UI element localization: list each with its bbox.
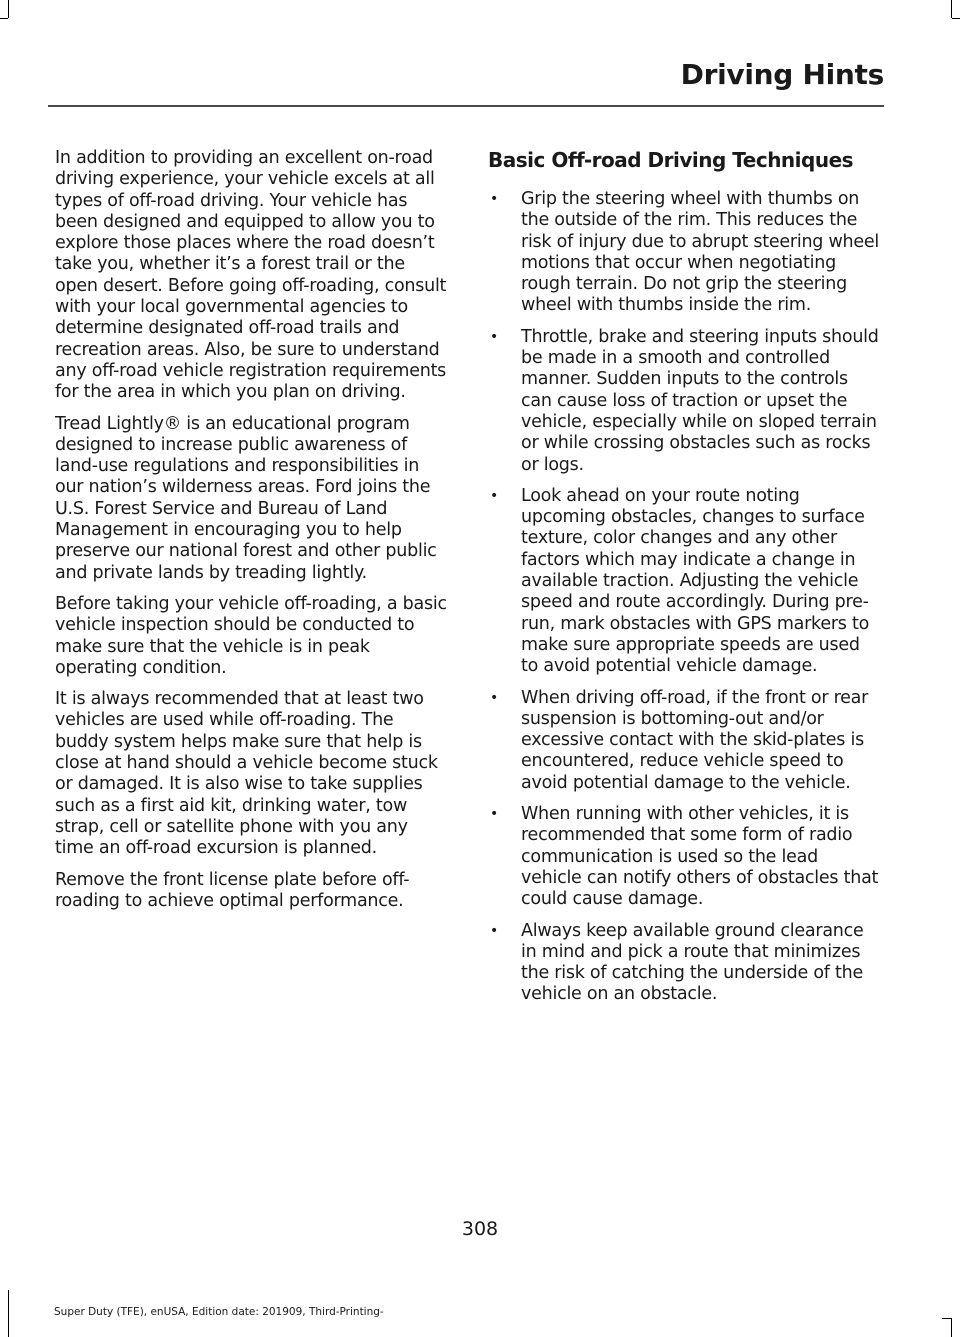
list-item	[488, 486, 880, 678]
left-column	[55, 148, 447, 922]
bullet-icon: •	[490, 191, 499, 207]
paragraph-intro: In addition to providing an excellent on-road driving experience, your vehicle excels at all types of off-road driving. Your vehicle has been designed and equipped to allow you to explore those places where the road doesn’t take you, whether it’s a forest trail or the open desert. Before going off-roading, consult with your local governmental agencies to determine designated off-road trails and recreation areas. Also, be sure to understand any off-road vehicle registration requirements for the area in which you plan on driving.	[55, 148, 447, 403]
crop-mark-top-right-vertical	[951, 0, 952, 18]
list-item	[488, 804, 880, 910]
list-item	[488, 921, 880, 1006]
techniques-list	[488, 189, 880, 1006]
bullet-icon: •	[490, 806, 499, 823]
crop-mark-bottom-right-vertical	[951, 1318, 952, 1337]
footer-edition-text: Super Duty (TFE), enUSA, Edition date: 201909, Third-Printing-	[54, 1306, 384, 1318]
bullet-icon: •	[490, 922, 499, 939]
paragraph-license-plate: Remove the front license plate before off-roading to achieve optimal performance.	[55, 869, 410, 911]
paragraph-tread-lightly: Tread Lightly® is an educational program designed to increase public awareness of land-use regulations and responsibilities in our nation’s wilderness areas. Ford joins the U.S. Forest Service and Bureau of Land Management in encouraging you to help preserve our national forest and other public and private lands by treading lightly.	[55, 413, 437, 583]
list-item	[488, 189, 880, 317]
list-item	[488, 327, 880, 476]
page-title: Driving Hints	[680, 58, 884, 91]
list-item-text: Throttle, brake and steering inputs should be made in a smooth and controlled manner. Sudden inputs to the controls can cause loss of traction or upset the vehicle, especially while on sloped terrain or while crossing obstacles such as rocks or logs.	[521, 326, 879, 475]
crop-mark-top-right-horizontal	[952, 18, 960, 19]
bullet-icon: •	[490, 689, 499, 706]
list-item-text: Always keep available ground clearance in mind and pick a route that minimizes the risk of catching the underside of the vehicle on an obstacle.	[521, 920, 864, 1005]
right-column	[488, 148, 880, 1016]
paragraph-buddy-system: It is always recommended that at least two vehicles are used while off-roading. The buddy system helps make sure that help is close at hand should a vehicle become stuck or damaged. It is also wise to take supplies such as a first aid kit, drinking water, tow strap, cell or satellite phone with you any time an off-road excursion is planned.	[55, 689, 438, 859]
bullet-icon: •	[490, 487, 499, 504]
crop-mark-bottom-right-horizontal	[942, 1318, 951, 1319]
list-item-text: Grip the steering wheel with thumbs on the outside of the rim. This reduces the risk of injury due to abrupt steering wheel motions that occur when negotiating rough terrain. Do not grip the steering wheel with thumbs inside the rim.	[521, 189, 880, 316]
list-item-text: When driving off-road, if the front or rear suspension is bottoming-out and/or excessive contact with the skid-plates is encountered, reduce vehicle speed to avoid potential damage to the vehicle.	[521, 687, 869, 793]
header-divider	[48, 105, 884, 107]
list-item	[488, 688, 880, 794]
crop-mark-top-left-horizontal	[0, 18, 8, 19]
section-heading: Basic Off-road Driving Techniques	[488, 148, 854, 172]
list-item-text: When running with other vehicles, it is recommended that some form of radio communication is used so the lead vehicle can notify others of obstacles that could cause damage.	[521, 804, 879, 910]
paragraph-vehicle-inspection: Before taking your vehicle off-roading, a basic vehicle inspection should be conducted to make sure that the vehicle is in peak operating condition.	[55, 593, 447, 678]
crop-mark-top-left-vertical	[8, 0, 9, 18]
list-item-text: Look ahead on your route noting upcoming obstacles, changes to surface texture, color changes and any other factors which may indicate a change in available traction. Adjusting the vehicle speed and route accordingly. During pre-run, mark obstacles with GPS markers to make sure appropriate speeds are used to avoid potential vehicle damage.	[521, 485, 870, 677]
bullet-icon: •	[490, 328, 499, 345]
crop-mark-bottom-left-vertical	[8, 1290, 9, 1337]
page-number: 308	[461, 1218, 499, 1240]
